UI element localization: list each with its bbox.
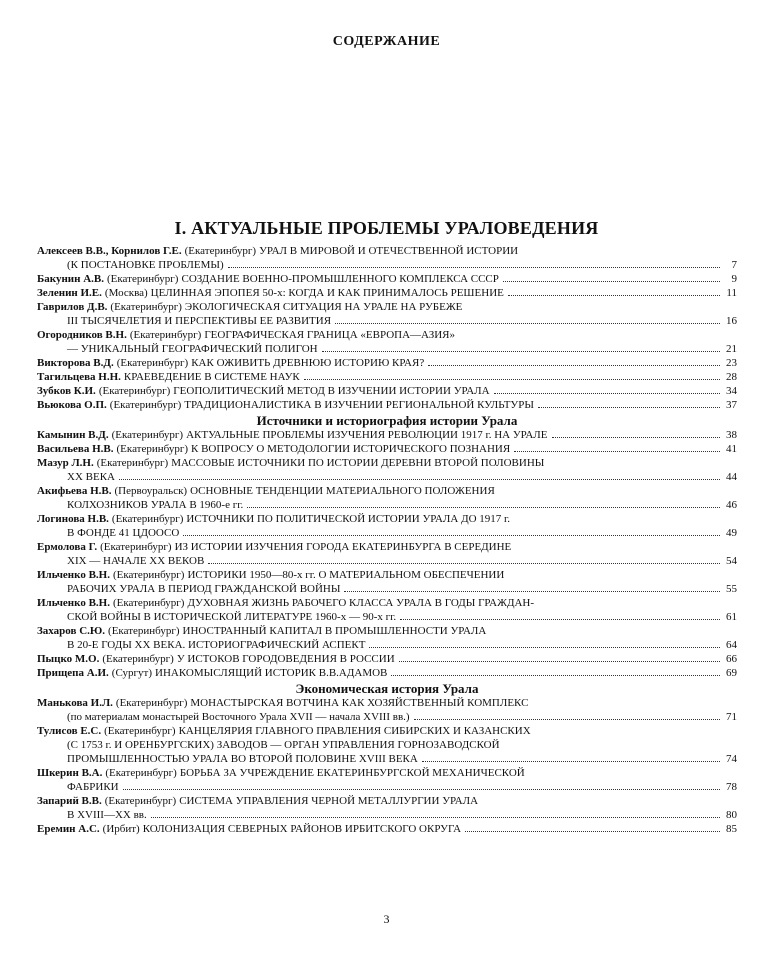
toc-entry-line bbox=[37, 498, 737, 512]
entry-title: ИЗ ИСТОРИИ ИЗУЧЕНИЯ ГОРОДА ЕКАТЕРИНБУРГА В СЕРЕДИНЕ bbox=[174, 541, 512, 553]
entry-author: Логинова Н.В. bbox=[37, 513, 109, 525]
entry-author: Ильченко В.Н. bbox=[37, 569, 110, 581]
entry-page-number: 78 bbox=[726, 781, 737, 793]
toc-entry-line bbox=[37, 342, 737, 356]
dot-leader bbox=[399, 661, 720, 662]
entry-title: МОНАСТЫРСКАЯ ВОТЧИНА КАК ХОЗЯЙСТВЕННЫЙ КОМПЛЕКС bbox=[190, 697, 529, 709]
toc-entry-line bbox=[37, 300, 737, 314]
entry-page-number: 38 bbox=[726, 429, 737, 441]
entry-title: У ИСТОКОВ ГОРОДОВЕДЕНИЯ В РОССИИ bbox=[176, 653, 395, 665]
toc-entry-line bbox=[37, 766, 737, 780]
toc-entry-line bbox=[37, 428, 737, 442]
entry-author: Камынин В.Д. bbox=[37, 429, 109, 441]
toc-entry bbox=[37, 540, 737, 568]
entry-city: (Екатеринбург) bbox=[112, 569, 185, 581]
entry-city: (Екатеринбург) bbox=[109, 399, 182, 411]
toc-entry-line bbox=[37, 696, 737, 710]
toc-entry bbox=[37, 428, 737, 442]
entry-author: Еремин А.С. bbox=[37, 823, 100, 835]
entry-page-number: 66 bbox=[726, 653, 737, 665]
dot-leader bbox=[465, 831, 720, 832]
entry-page-number: 55 bbox=[726, 583, 737, 595]
toc-entry bbox=[37, 568, 737, 596]
dot-leader bbox=[508, 295, 720, 296]
entry-title: СИСТЕМА УПРАВЛЕНИЯ ЧЕРНОЙ МЕТАЛЛУРГИИ УРАЛА bbox=[179, 795, 479, 807]
toc-entry-line bbox=[37, 272, 737, 286]
entry-author: Ильченко В.Н. bbox=[37, 597, 110, 609]
entry-author: Мазур Л.Н. bbox=[37, 457, 94, 469]
toc-entry-line bbox=[37, 596, 737, 610]
entry-title: В XVIII—XX вв. bbox=[67, 809, 147, 821]
entry-city: (Москва) bbox=[104, 287, 148, 299]
toc-entry-line bbox=[37, 456, 737, 470]
toc-entry bbox=[37, 794, 737, 822]
entry-title: ЦЕЛИННАЯ ЭПОПЕЯ 50-х: КОГДА И КАК ПРИНИМАЛОСЬ РЕШЕНИЕ bbox=[150, 287, 504, 299]
toc-entry-line bbox=[37, 822, 737, 836]
toc-entry bbox=[37, 398, 737, 412]
toc-entry bbox=[37, 442, 737, 456]
entry-title: БОРЬБА ЗА УЧРЕЖДЕНИЕ ЕКАТЕРИНБУРГСКОЙ МЕХАНИЧЕСКОЙ bbox=[179, 767, 525, 779]
dot-leader bbox=[247, 507, 720, 508]
entry-title: ПРОМЫШЛЕННОСТЬЮ УРАЛА ВО ВТОРОЙ ПОЛОВИНЕ XVIII ВЕКА bbox=[67, 753, 418, 765]
toc-entry bbox=[37, 356, 737, 370]
entry-city: (Екатеринбург) bbox=[116, 357, 189, 369]
toc-entry bbox=[37, 384, 737, 398]
toc-entry bbox=[37, 624, 737, 652]
entry-page-number: 85 bbox=[726, 823, 737, 835]
toc-entry-line bbox=[37, 328, 737, 342]
entry-author: Огородников В.Н. bbox=[37, 329, 127, 341]
dot-leader bbox=[494, 393, 720, 394]
entry-city: (Екатеринбург) bbox=[111, 513, 184, 525]
toc-entry-line bbox=[37, 780, 737, 794]
toc-entry bbox=[37, 596, 737, 624]
toc-entry-line bbox=[37, 442, 737, 456]
entry-page-number: 37 bbox=[726, 399, 737, 411]
entry-page-number: 11 bbox=[726, 287, 737, 299]
entry-author: Алексеев В.В., Корнилов Г.Е. bbox=[37, 245, 182, 257]
toc-entry bbox=[37, 652, 737, 666]
entry-author: Вьюкова О.П. bbox=[37, 399, 107, 411]
toc-entry-line bbox=[37, 752, 737, 766]
table-of-contents bbox=[37, 244, 737, 836]
entry-title: (К ПОСТАНОВКЕ ПРОБЛЕМЫ) bbox=[67, 259, 224, 271]
entry-page-number: 61 bbox=[726, 611, 737, 623]
toc-entry-line bbox=[37, 710, 737, 724]
toc-entry-line bbox=[37, 370, 737, 384]
toc-entry bbox=[37, 724, 737, 766]
entry-page-number: 69 bbox=[726, 667, 737, 679]
section-heading: Экономическая история Урала bbox=[295, 681, 479, 696]
entry-page-number: 9 bbox=[731, 273, 737, 285]
toc-entry-line bbox=[37, 794, 737, 808]
entry-page-number: 16 bbox=[726, 315, 737, 327]
entry-author: Васильева Н.В. bbox=[37, 443, 114, 455]
entry-title: ДУХОВНАЯ ЖИЗНЬ РАБОЧЕГО КЛАССА УРАЛА В ГОДЫ ГРАЖДАН- bbox=[187, 597, 535, 609]
toc-entry bbox=[37, 666, 737, 680]
entry-title: ЭКОЛОГИЧЕСКАЯ СИТУАЦИЯ НА УРАЛЕ НА РУБЕЖЕ bbox=[184, 301, 463, 313]
dot-leader bbox=[123, 789, 720, 790]
entry-city: (Екатеринбург) bbox=[111, 429, 184, 441]
toc-entry bbox=[37, 328, 737, 356]
toc-entry-line bbox=[37, 808, 737, 822]
entry-page-number: 28 bbox=[726, 371, 737, 383]
toc-entry-line bbox=[37, 666, 737, 680]
entry-city: (Екатеринбург) bbox=[110, 301, 182, 313]
entry-title: КРАЕВЕДЕНИЕ В СИСТЕМЕ НАУК bbox=[123, 371, 300, 383]
entry-title: ИНАКОМЫСЛЯЩИЙ ИСТОРИК В.В.АДАМОВ bbox=[155, 667, 388, 679]
toc-entry bbox=[37, 484, 737, 512]
part-title: I. АКТУАЛЬНЫЕ ПРОБЛЕМЫ УРАЛОВЕДЕНИЯ bbox=[174, 218, 599, 238]
toc-entry-line bbox=[37, 356, 737, 370]
page-number: 3 bbox=[383, 912, 390, 926]
entry-city: (Екатеринбург) bbox=[104, 795, 177, 807]
toc-entry bbox=[37, 766, 737, 794]
dot-leader bbox=[391, 675, 720, 676]
entry-author: Захаров С.Ю. bbox=[37, 625, 106, 637]
entry-title: ГЕОГРАФИЧЕСКАЯ ГРАНИЦА «ЕВРОПА—АЗИЯ» bbox=[204, 329, 456, 341]
entry-title: СОЗДАНИЕ ВОЕННО-ПРОМЫШЛЕННОГО КОМПЛЕКСА СССР bbox=[181, 273, 499, 285]
entry-author: Зеленин И.Е. bbox=[37, 287, 102, 299]
toc-entry-line bbox=[37, 568, 737, 582]
dot-leader bbox=[228, 267, 720, 268]
entry-city: (Екатеринбург) bbox=[98, 385, 171, 397]
entry-title: ИСТОРИКИ 1950—80-х гг. О МАТЕРИАЛЬНОМ ОБЕСПЕЧЕНИИ bbox=[187, 569, 505, 581]
entry-title: ТРАДИЦИОНАЛИСТИКА В ИЗУЧЕНИИ РЕГИОНАЛЬНОЙ КУЛЬТУРЫ bbox=[184, 399, 534, 411]
entry-title: КАНЦЕЛЯРИЯ ГЛАВНОГО ПРАВЛЕНИЯ СИБИРСКИХ И КАЗАНСКИХ bbox=[178, 725, 531, 737]
dot-leader bbox=[514, 451, 720, 452]
entry-title: МАССОВЫЕ ИСТОЧНИКИ ПО ИСТОРИИ ДЕРЕВНИ ВТОРОЙ ПОЛОВИНЫ bbox=[171, 457, 545, 469]
entry-title: III ТЫСЯЧЕЛЕТИЯ И ПЕРСПЕКТИВЫ ЕЕ РАЗВИТИЯ bbox=[67, 315, 332, 327]
entry-city: (Сургут) bbox=[111, 667, 152, 679]
entry-city: (Екатеринбург) bbox=[184, 245, 257, 257]
toc-entry-line bbox=[37, 384, 737, 398]
dot-leader bbox=[335, 323, 720, 324]
toc-entry-line bbox=[37, 638, 737, 652]
entry-title: КОЛХОЗНИКОВ УРАЛА В 1960-е гг. bbox=[67, 499, 244, 511]
toc-entry-line bbox=[37, 470, 737, 484]
toc-entry-line bbox=[37, 724, 737, 738]
entry-title: В ФОНДЕ 41 ЦДООСО bbox=[67, 527, 180, 539]
toc-entry bbox=[37, 370, 737, 384]
entry-author: Пыцко М.О. bbox=[37, 653, 100, 665]
entry-title: УРАЛ В МИРОВОЙ И ОТЕЧЕСТВЕННОЙ ИСТОРИИ bbox=[259, 245, 519, 257]
entry-page-number: 71 bbox=[726, 711, 737, 723]
toc-entry-line bbox=[37, 624, 737, 638]
entry-title: ИСТОЧНИКИ ПО ПОЛИТИЧЕСКОЙ ИСТОРИИ УРАЛА ДО 1917 г. bbox=[186, 513, 511, 525]
entry-author: Бакунин А.В. bbox=[37, 273, 104, 285]
entry-author: Шкерин В.А. bbox=[37, 767, 103, 779]
toc-entry-line bbox=[37, 512, 737, 526]
toc-entry-line bbox=[37, 244, 737, 258]
entry-page-number: 80 bbox=[726, 809, 737, 821]
entry-city: (Ирбит) bbox=[102, 823, 140, 835]
entry-city: (Первоуральск) bbox=[114, 485, 188, 497]
entry-title: РАБОЧИХ УРАЛА В ПЕРИОД ГРАЖДАНСКОЙ ВОЙНЫ bbox=[67, 583, 341, 595]
dot-leader bbox=[369, 647, 720, 648]
dot-leader bbox=[208, 563, 720, 564]
dot-leader bbox=[304, 379, 720, 380]
toc-entry-line bbox=[37, 652, 737, 666]
entry-author: Ермолова Г. bbox=[37, 541, 98, 553]
entry-page-number: 74 bbox=[726, 753, 737, 765]
toc-entry bbox=[37, 272, 737, 286]
toc-entry bbox=[37, 300, 737, 328]
entry-title: ГЕОПОЛИТИЧЕСКИЙ МЕТОД В ИЗУЧЕНИИ ИСТОРИИ УРАЛА bbox=[173, 385, 490, 397]
dot-leader bbox=[552, 437, 721, 438]
page-title: СОДЕРЖАНИЕ bbox=[332, 34, 441, 49]
entry-city: (Екатеринбург) bbox=[112, 597, 185, 609]
entry-author: Манькова И.Л. bbox=[37, 697, 113, 709]
toc-entry-line bbox=[37, 582, 737, 596]
toc-entry-line bbox=[37, 258, 737, 272]
entry-page-number: 23 bbox=[726, 357, 737, 369]
entry-author: Запарий В.В. bbox=[37, 795, 102, 807]
toc-entry-line bbox=[37, 314, 737, 328]
dot-leader bbox=[503, 281, 720, 282]
dot-leader bbox=[422, 761, 720, 762]
entry-title: ФАБРИКИ bbox=[67, 781, 119, 793]
toc-entry bbox=[37, 512, 737, 540]
toc-entry-line bbox=[37, 526, 737, 540]
entry-city: (Екатеринбург) bbox=[105, 767, 177, 779]
entry-author: Акифьева Н.В. bbox=[37, 485, 112, 497]
entry-title: (по материалам монастырей Восточного Урала XVII — начала XVIII вв.) bbox=[67, 711, 410, 723]
toc-entry-line bbox=[37, 610, 737, 624]
entry-city: (Екатеринбург) bbox=[115, 697, 188, 709]
entry-page-number: 41 bbox=[726, 443, 737, 455]
toc-entry-line bbox=[37, 286, 737, 300]
dot-leader bbox=[428, 365, 720, 366]
entry-page-number: 44 bbox=[726, 471, 737, 483]
entry-page-number: 64 bbox=[726, 639, 737, 651]
dot-leader bbox=[414, 719, 720, 720]
entry-page-number: 46 bbox=[726, 499, 737, 511]
toc-entry-line bbox=[37, 554, 737, 568]
toc-entry-line bbox=[37, 398, 737, 412]
entry-city: (Екатеринбург) bbox=[100, 541, 172, 553]
entry-city: (Екатеринбург) bbox=[108, 625, 180, 637]
entry-author: Гаврилов Д.В. bbox=[37, 301, 108, 313]
entry-city: (Екатеринбург) bbox=[107, 273, 179, 285]
toc-entry bbox=[37, 286, 737, 300]
toc-entry bbox=[37, 822, 737, 836]
dot-leader bbox=[344, 591, 720, 592]
entry-city: (Екатеринбург) bbox=[96, 457, 169, 469]
toc-entry bbox=[37, 244, 737, 272]
entry-title: — УНИКАЛЬНЫЙ ГЕОГРАФИЧЕСКИЙ ПОЛИГОН bbox=[67, 343, 318, 355]
entry-title: XX ВЕКА bbox=[67, 471, 115, 483]
entry-city: (Екатеринбург) bbox=[104, 725, 176, 737]
toc-entry bbox=[37, 456, 737, 484]
entry-title: АКТУАЛЬНЫЕ ПРОБЛЕМЫ ИЗУЧЕНИЯ РЕВОЛЮЦИИ 1917 г. НА УРАЛЕ bbox=[186, 429, 548, 441]
dot-leader bbox=[119, 479, 720, 480]
toc-entry-line bbox=[37, 738, 737, 752]
entry-city: (Екатеринбург) bbox=[129, 329, 202, 341]
section-heading: Источники и историография истории Урала bbox=[256, 413, 518, 428]
entry-title: КОЛОНИЗАЦИЯ СЕВЕРНЫХ РАЙОНОВ ИРБИТСКОГО ОКРУГА bbox=[142, 823, 462, 835]
entry-title: (С 1753 г. И ОРЕНБУРГСКИХ) ЗАВОДОВ — ОРГАН УПРАВЛЕНИЯ ГОРНОЗАВОДСКОЙ bbox=[67, 739, 500, 751]
entry-author: Викторова В.Д. bbox=[37, 357, 114, 369]
dot-leader bbox=[183, 535, 720, 536]
entry-city: (Екатеринбург) bbox=[102, 653, 174, 665]
dot-leader bbox=[322, 351, 720, 352]
entry-page-number: 7 bbox=[731, 259, 737, 271]
entry-author: Тагильцева Н.Н. bbox=[37, 371, 121, 383]
entry-page-number: 54 bbox=[726, 555, 737, 567]
entry-title: ИНОСТРАННЫЙ КАПИТАЛ В ПРОМЫШЛЕННОСТИ УРАЛА bbox=[182, 625, 487, 637]
dot-leader bbox=[538, 407, 720, 408]
entry-page-number: 34 bbox=[726, 385, 737, 397]
toc-entry-line bbox=[37, 540, 737, 554]
entry-title: СКОЙ ВОЙНЫ В ИСТОРИЧЕСКОЙ ЛИТЕРАТУРЕ 1960-х — 90-х гг. bbox=[67, 611, 397, 623]
dot-leader bbox=[400, 619, 720, 620]
entry-title: ОСНОВНЫЕ ТЕНДЕНЦИИ МАТЕРИАЛЬНОГО ПОЛОЖЕНИЯ bbox=[190, 485, 495, 497]
entry-title: К ВОПРОСУ О МЕТОДОЛОГИИ ИСТОРИЧЕСКОГО ПОЗНАНИЯ bbox=[191, 443, 511, 455]
entry-title: КАК ОЖИВИТЬ ДРЕВНЮЮ ИСТОРИЮ КРАЯ? bbox=[191, 357, 425, 369]
entry-title: XIX — НАЧАЛЕ XX ВЕКОВ bbox=[67, 555, 205, 567]
entry-city: (Екатеринбург) bbox=[116, 443, 188, 455]
entry-author: Зубков К.И. bbox=[37, 385, 96, 397]
entry-page-number: 21 bbox=[726, 343, 737, 355]
entry-page-number: 49 bbox=[726, 527, 737, 539]
entry-author: Тулисов Е.С. bbox=[37, 725, 102, 737]
entry-author: Прищепа А.И. bbox=[37, 667, 109, 679]
dot-leader bbox=[151, 817, 720, 818]
toc-entry bbox=[37, 696, 737, 724]
entry-title: В 20-Е ГОДЫ XX ВЕКА. ИСТОРИОГРАФИЧЕСКИЙ АСПЕКТ bbox=[67, 639, 366, 651]
toc-entry-line bbox=[37, 484, 737, 498]
